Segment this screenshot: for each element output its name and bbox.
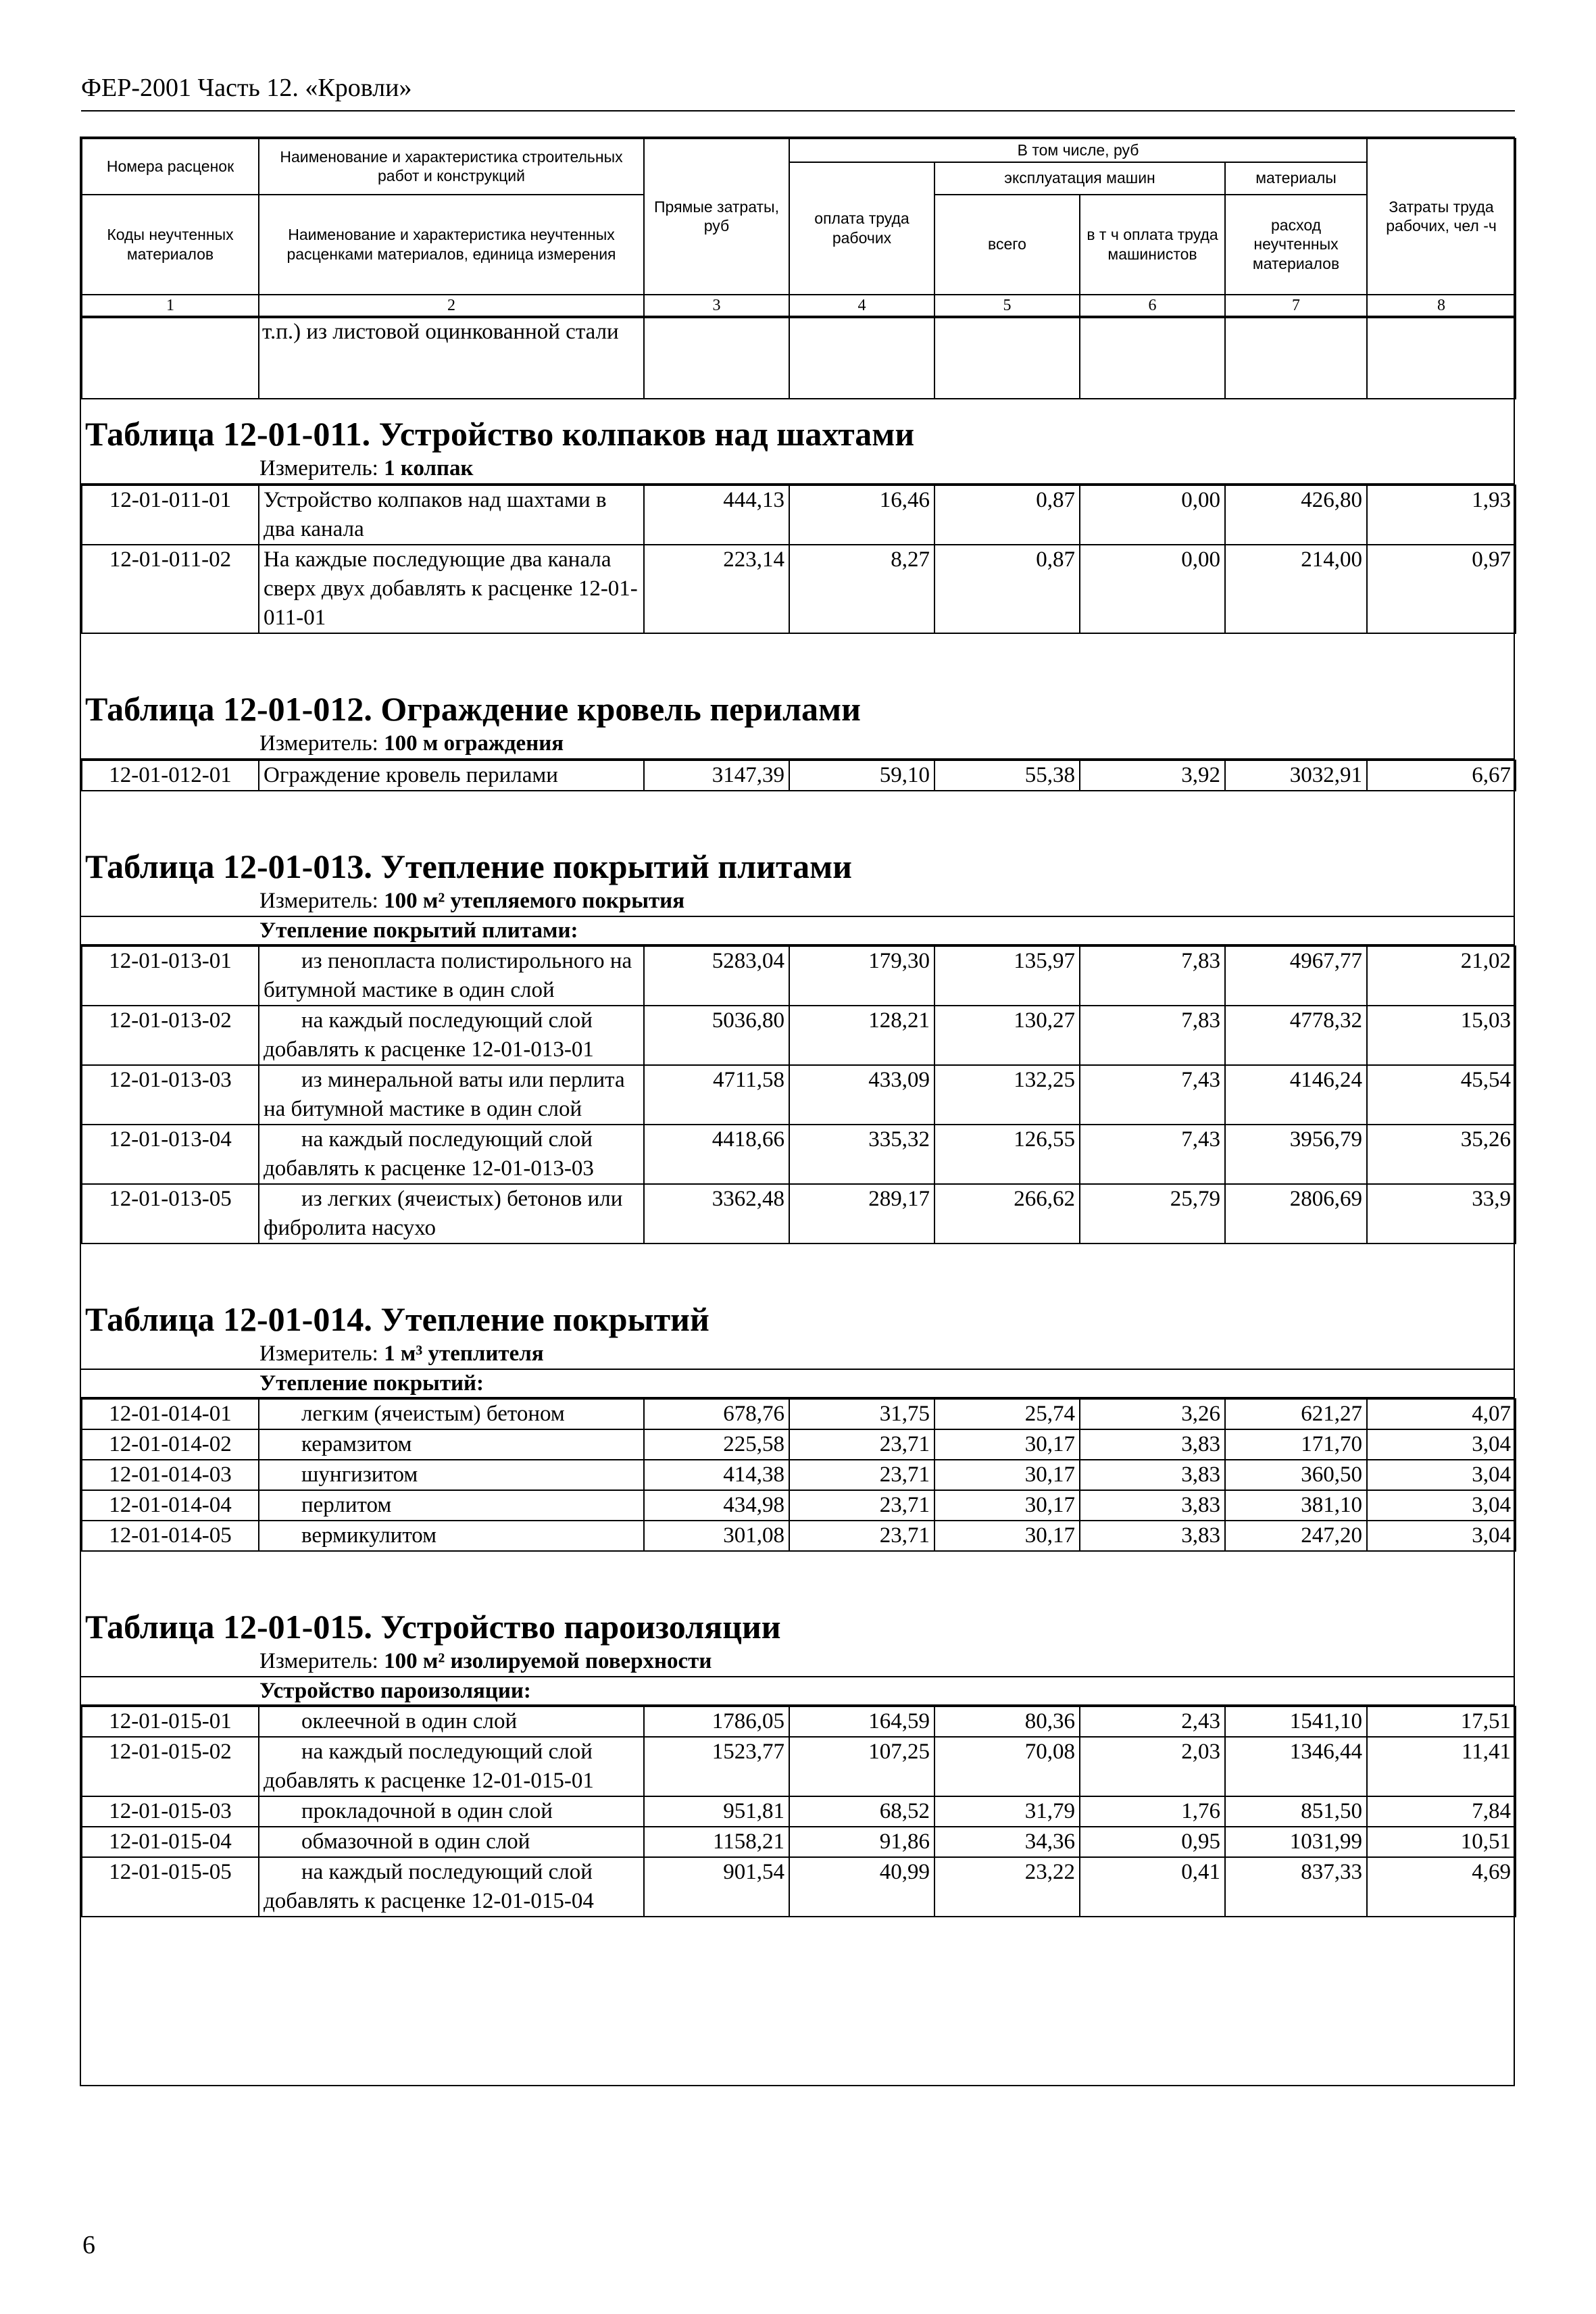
materials-costs: 4146,24 (1225, 1065, 1367, 1125)
rate-code: 12-01-014-05 (82, 1521, 259, 1551)
table-unit (81, 886, 1514, 917)
rate-code: 12-01-015-03 (82, 1796, 259, 1827)
direct-costs: 4418,66 (644, 1125, 789, 1184)
materials-costs: 171,70 (1225, 1429, 1367, 1460)
machine-costs-total: 132,25 (934, 1065, 1080, 1125)
direct-costs: 5283,04 (644, 946, 789, 1006)
labor-wages: 59,10 (789, 760, 934, 791)
rate-code: 12-01-015-02 (82, 1737, 259, 1796)
machine-costs-total: 30,17 (934, 1460, 1080, 1490)
labor-hours: 11,41 (1367, 1737, 1516, 1796)
materials-costs: 3032,91 (1225, 760, 1367, 791)
unit-label: Измеритель: (259, 1648, 378, 1673)
machine-operator-wages: 0,41 (1080, 1857, 1225, 1917)
work-description: керамзитом (259, 1429, 644, 1460)
table-subheading: Утепление покрытий плитами: (81, 917, 1514, 945)
rate-code: 12-01-014-02 (82, 1429, 259, 1460)
materials-costs: 1346,44 (1225, 1737, 1367, 1796)
labor-hours: 10,51 (1367, 1827, 1516, 1857)
table-title: Таблица 12-01-014. Утепление покрытий (85, 1300, 709, 1338)
machine-operator-wages: 3,83 (1080, 1460, 1225, 1490)
col-number: 4 (789, 295, 934, 316)
table-title: Таблица 12-01-011. Устройство колпаков над шахтами (85, 414, 915, 453)
work-description: из легких (ячеистых) бетонов или фибролита насухо (259, 1184, 644, 1244)
materials-costs: 214,00 (1225, 545, 1367, 633)
table-row (82, 1006, 1516, 1065)
labor-wages: 335,32 (789, 1125, 934, 1184)
machine-costs-total: 30,17 (934, 1429, 1080, 1460)
rate-code: 12-01-015-05 (82, 1857, 259, 1917)
table-row (82, 1184, 1516, 1244)
machine-costs-total: 30,17 (934, 1521, 1080, 1551)
table-title: Таблица 12-01-012. Ограждение кровель перилами (85, 689, 861, 728)
rate-code: 12-01-015-01 (82, 1706, 259, 1737)
rate-rows (81, 485, 1516, 634)
work-description: на каждый последующий слой добавлять к расценке 12-01-013-03 (259, 1125, 644, 1184)
direct-costs: 4711,58 (644, 1065, 789, 1125)
labor-wages: 31,75 (789, 1399, 934, 1429)
labor-wages: 23,71 (789, 1429, 934, 1460)
machine-operator-wages: 2,43 (1080, 1706, 1225, 1737)
table-row (82, 1490, 1516, 1521)
direct-costs: 3362,48 (644, 1184, 789, 1244)
direct-costs: 1523,77 (644, 1737, 789, 1796)
work-description: обмазочной в один слой (259, 1827, 644, 1857)
machine-operator-wages: 0,95 (1080, 1827, 1225, 1857)
col2-header-bottom: Наименование и характеристика неучтенных расценками материалов, единица измерения (259, 195, 644, 295)
machine-costs-total: 25,74 (934, 1399, 1080, 1429)
labor-wages: 8,27 (789, 545, 934, 633)
column-header-table (81, 138, 1516, 317)
labor-wages: 40,99 (789, 1857, 934, 1917)
machine-costs-total: 266,62 (934, 1184, 1080, 1244)
machine-costs-total: 31,79 (934, 1796, 1080, 1827)
work-description: оклеечной в один слой (259, 1706, 644, 1737)
materials-costs: 426,80 (1225, 485, 1367, 545)
header-rule (81, 110, 1515, 112)
work-description: перлитом (259, 1490, 644, 1521)
rate-code: 12-01-013-03 (82, 1065, 259, 1125)
unit-label: Измеритель: (259, 456, 378, 481)
direct-costs: 434,98 (644, 1490, 789, 1521)
direct-costs: 225,58 (644, 1429, 789, 1460)
machine-operator-wages: 7,43 (1080, 1125, 1225, 1184)
machine-costs-total: 70,08 (934, 1737, 1080, 1796)
labor-hours: 4,69 (1367, 1857, 1516, 1917)
work-description: Ограждение кровель перилами (259, 760, 644, 791)
work-description: на каждый последующий слой добавлять к расценке 12-01-015-04 (259, 1857, 644, 1917)
col3-header: Прямые затраты, руб (644, 139, 789, 295)
machine-costs-total: 23,22 (934, 1857, 1080, 1917)
rate-code: 12-01-013-02 (82, 1006, 259, 1065)
work-description: легким (ячеистым) бетоном (259, 1399, 644, 1429)
machine-operator-wages: 3,83 (1080, 1521, 1225, 1551)
rate-code: 12-01-013-05 (82, 1184, 259, 1244)
machine-costs-total: 130,27 (934, 1006, 1080, 1065)
materials-costs: 247,20 (1225, 1521, 1367, 1551)
work-description: На каждые последующие два канала сверх двух добавлять к расценке 12-01-011-01 (259, 545, 644, 633)
col8-header: Затраты труда рабочих, чел -ч (1367, 139, 1516, 295)
table-unit (81, 729, 1514, 760)
machine-costs-total: 0,87 (934, 545, 1080, 633)
rate-rows (81, 1398, 1516, 1552)
rate-code: 12-01-014-03 (82, 1460, 259, 1490)
table-row (82, 1737, 1516, 1796)
col-number: 2 (259, 295, 644, 316)
col4-header: оплата труда рабочих (789, 162, 934, 295)
direct-costs: 1158,21 (644, 1827, 789, 1857)
work-description: прокладочной в один слой (259, 1796, 644, 1827)
rate-table-section (81, 674, 1514, 832)
machine-operator-wages: 7,43 (1080, 1065, 1225, 1125)
col-number: 7 (1225, 295, 1367, 316)
labor-hours: 0,97 (1367, 545, 1516, 633)
col-number: 5 (934, 295, 1080, 316)
table-row (82, 1796, 1516, 1827)
machine-costs-total: 126,55 (934, 1125, 1080, 1184)
direct-costs: 223,14 (644, 545, 789, 633)
table-row (82, 1857, 1516, 1917)
page-number: 6 (82, 2231, 95, 2259)
direct-costs: 301,08 (644, 1521, 789, 1551)
col-number: 6 (1080, 295, 1225, 316)
rate-table-section (81, 1285, 1514, 1592)
materials-costs: 2806,69 (1225, 1184, 1367, 1244)
running-header: ФЕР-2001 Часть 12. «Кровли» (81, 74, 412, 102)
labor-wages: 68,52 (789, 1796, 934, 1827)
labor-hours: 7,84 (1367, 1796, 1516, 1827)
labor-wages: 23,71 (789, 1490, 934, 1521)
materials-costs: 851,50 (1225, 1796, 1367, 1827)
direct-costs: 678,76 (644, 1399, 789, 1429)
rate-rows (81, 945, 1516, 1244)
col6-header: в т ч оплата труда машинистов (1080, 195, 1225, 295)
labor-hours: 45,54 (1367, 1065, 1516, 1125)
work-description: шунгизитом (259, 1460, 644, 1490)
table-row (82, 1429, 1516, 1460)
direct-costs: 951,81 (644, 1796, 789, 1827)
machine-operator-wages: 2,03 (1080, 1737, 1225, 1796)
machine-operator-wages: 3,26 (1080, 1399, 1225, 1429)
machine-operator-wages: 7,83 (1080, 1006, 1225, 1065)
labor-hours: 17,51 (1367, 1706, 1516, 1737)
rate-code: 12-01-013-01 (82, 946, 259, 1006)
col-number: 3 (644, 295, 789, 316)
rate-code: 12-01-013-04 (82, 1125, 259, 1184)
direct-costs: 1786,05 (644, 1706, 789, 1737)
labor-wages: 128,21 (789, 1006, 934, 1065)
continuation-row (81, 317, 1516, 399)
rate-tables (81, 399, 1514, 1958)
labor-wages: 23,71 (789, 1460, 934, 1490)
labor-hours: 3,04 (1367, 1460, 1516, 1490)
work-description: Устройство колпаков над шахтами в два канала (259, 485, 644, 545)
materials-costs: 4967,77 (1225, 946, 1367, 1006)
rate-table-section (81, 1592, 1514, 1958)
table-row (82, 1125, 1516, 1184)
labor-hours: 21,02 (1367, 946, 1516, 1006)
materials-costs: 1541,10 (1225, 1706, 1367, 1737)
table-row (82, 1521, 1516, 1551)
machine-operator-wages: 3,83 (1080, 1490, 1225, 1521)
unit-value: 100 м² изолируемой поверхности (384, 1648, 712, 1673)
table-unit (81, 1646, 1514, 1677)
machine-operator-wages: 3,83 (1080, 1429, 1225, 1460)
table-title: Таблица 12-01-013. Утепление покрытий плитами (85, 847, 852, 885)
table-row (82, 1399, 1516, 1429)
col1-header-bottom: Коды неучтенных материалов (82, 195, 259, 295)
labor-wages: 107,25 (789, 1737, 934, 1796)
unit-label: Измеритель: (259, 731, 378, 756)
machine-costs-total: 135,97 (934, 946, 1080, 1006)
rate-code: 12-01-011-01 (82, 485, 259, 545)
labor-hours: 3,04 (1367, 1429, 1516, 1460)
machine-costs-total: 30,17 (934, 1490, 1080, 1521)
table-row (82, 485, 1516, 545)
col7-header: расход неучтенных материалов (1225, 195, 1367, 295)
table-row (82, 760, 1516, 791)
labor-hours: 3,04 (1367, 1521, 1516, 1551)
materials-costs: 381,10 (1225, 1490, 1367, 1521)
table-row (82, 545, 1516, 633)
col-number: 1 (82, 295, 259, 316)
machine-operator-wages: 7,83 (1080, 946, 1225, 1006)
materials-costs: 4778,32 (1225, 1006, 1367, 1065)
machine-operator-wages: 1,76 (1080, 1796, 1225, 1827)
labor-hours: 3,04 (1367, 1490, 1516, 1521)
group-header-machines: эксплуатация машин (934, 162, 1225, 195)
labor-hours: 35,26 (1367, 1125, 1516, 1184)
materials-costs: 3956,79 (1225, 1125, 1367, 1184)
work-description: на каждый последующий слой добавлять к расценке 12-01-015-01 (259, 1737, 644, 1796)
labor-wages: 16,46 (789, 485, 934, 545)
work-description: из минеральной ваты или перлита на битумной мастике в один слой (259, 1065, 644, 1125)
table-row (82, 1460, 1516, 1490)
materials-costs: 621,27 (1225, 1399, 1367, 1429)
direct-costs: 5036,80 (644, 1006, 789, 1065)
table-subheading: Устройство пароизоляции: (81, 1677, 1514, 1706)
table-title: Таблица 12-01-015. Устройство пароизоляции (85, 1607, 781, 1646)
labor-wages: 91,86 (789, 1827, 934, 1857)
labor-hours: 6,67 (1367, 760, 1516, 791)
unit-label: Измеритель: (259, 1341, 378, 1366)
direct-costs: 3147,39 (644, 760, 789, 791)
work-description: вермикулитом (259, 1521, 644, 1551)
labor-hours: 33,9 (1367, 1184, 1516, 1244)
rate-table-section (81, 832, 1514, 1285)
machine-operator-wages: 25,79 (1080, 1184, 1225, 1244)
machine-costs-total: 0,87 (934, 485, 1080, 545)
rate-table-section (81, 399, 1514, 674)
rate-rows (81, 760, 1516, 791)
table-subheading: Утепление покрытий: (81, 1370, 1514, 1398)
table-row (82, 1827, 1516, 1857)
labor-hours: 15,03 (1367, 1006, 1516, 1065)
direct-costs: 414,38 (644, 1460, 789, 1490)
rate-rows (81, 1706, 1516, 1917)
labor-wages: 164,59 (789, 1706, 934, 1737)
work-description: из пенопласта полистирольного на битумной мастике в один слой (259, 946, 644, 1006)
table-unit (81, 1339, 1514, 1370)
machine-costs-total: 34,36 (934, 1827, 1080, 1857)
col5-header: всего (934, 195, 1080, 295)
unit-value: 100 м ограждения (384, 731, 564, 756)
table-row (82, 946, 1516, 1006)
work-description: на каждый последующий слой добавлять к расценке 12-01-013-01 (259, 1006, 644, 1065)
table-unit (81, 453, 1514, 485)
col2-header-top: Наименование и характеристика строительных работ и конструкций (259, 139, 644, 195)
direct-costs: 444,13 (644, 485, 789, 545)
direct-costs: 901,54 (644, 1857, 789, 1917)
materials-costs: 1031,99 (1225, 1827, 1367, 1857)
rate-code: 12-01-014-01 (82, 1399, 259, 1429)
rate-code: 12-01-011-02 (82, 545, 259, 633)
labor-wages: 23,71 (789, 1521, 934, 1551)
labor-hours: 4,07 (1367, 1399, 1516, 1429)
table-row (82, 1065, 1516, 1125)
unit-value: 1 колпак (384, 456, 474, 481)
group-header-materials: материалы (1225, 162, 1367, 195)
rate-code: 12-01-012-01 (82, 760, 259, 791)
table-row (82, 1706, 1516, 1737)
machine-operator-wages: 0,00 (1080, 545, 1225, 633)
unit-label: Измеритель: (259, 888, 378, 913)
labor-wages: 289,17 (789, 1184, 934, 1244)
rate-code: 12-01-014-04 (82, 1490, 259, 1521)
materials-costs: 360,50 (1225, 1460, 1367, 1490)
rate-code: 12-01-015-04 (82, 1827, 259, 1857)
continuation-text: т.п.) из листовой оцинкованной стали (259, 318, 644, 399)
col-number: 8 (1367, 295, 1516, 316)
machine-operator-wages: 3,92 (1080, 760, 1225, 791)
machine-costs-total: 80,36 (934, 1706, 1080, 1737)
group-header-total: В том числе, руб (789, 139, 1367, 162)
unit-value: 1 м³ утеплителя (384, 1341, 544, 1366)
machine-operator-wages: 0,00 (1080, 485, 1225, 545)
col1-header-top: Номера расценок (82, 139, 259, 195)
materials-costs: 837,33 (1225, 1857, 1367, 1917)
machine-costs-total: 55,38 (934, 760, 1080, 791)
labor-hours: 1,93 (1367, 485, 1516, 545)
labor-wages: 433,09 (789, 1065, 934, 1125)
unit-value: 100 м² утепляемого покрытия (384, 888, 685, 913)
rates-table-frame (80, 137, 1515, 2086)
labor-wages: 179,30 (789, 946, 934, 1006)
